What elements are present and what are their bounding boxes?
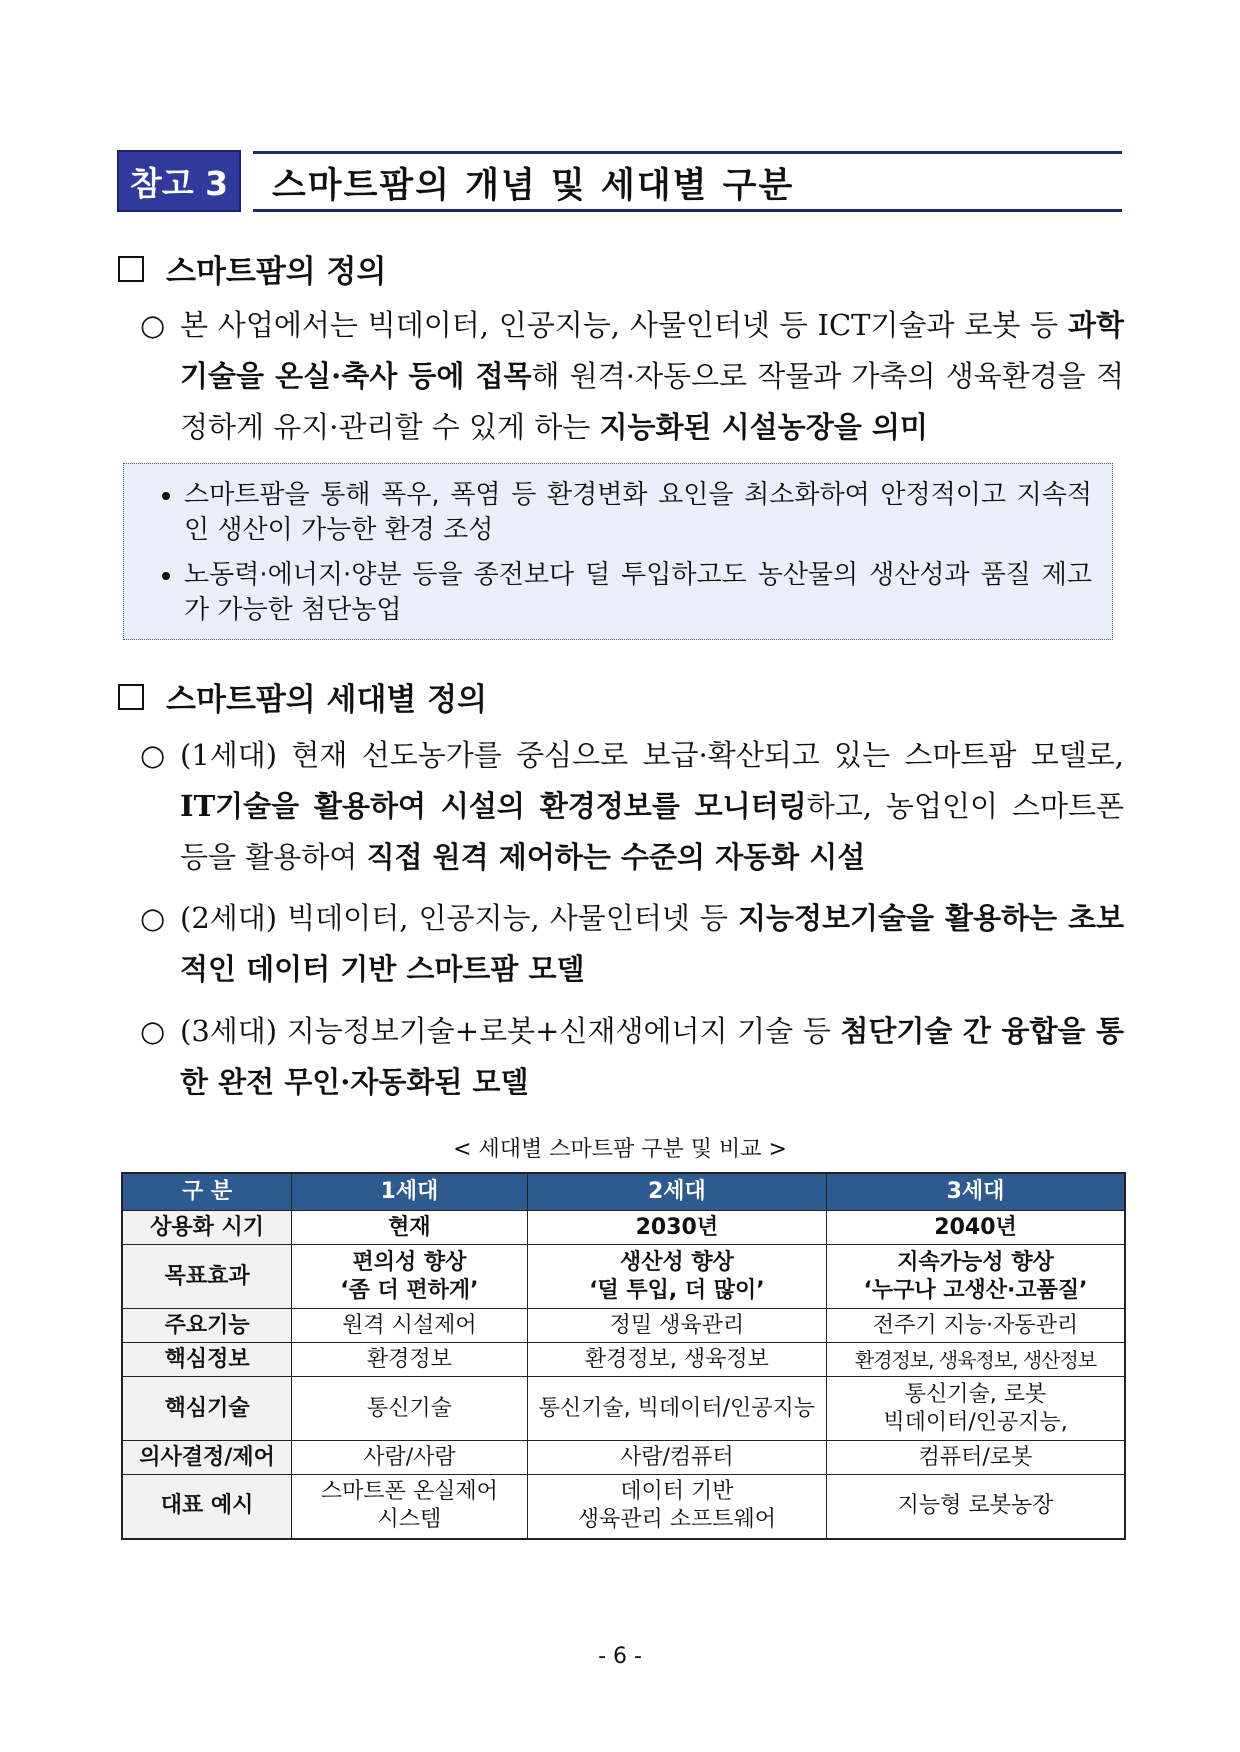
table-header-row: [122, 1173, 1125, 1211]
table-row: 상용화 시기 현재 2030년 2040년: [122, 1211, 1125, 1245]
note-item: • 스마트팜을 통해 폭우, 폭염 등 환경변화 요인을 최소화하여 안정적이고 지속적인 생산이 가능한 환경 조성: [184, 478, 1092, 548]
column-header: 구 분: [122, 1173, 292, 1211]
reference-badge: 참고 3: [117, 150, 241, 212]
section-heading-text: 스마트팜의 세대별 정의: [166, 682, 488, 718]
generation-2-paragraph: ○ (2세대) 빅데이터, 인공지능, 사물인터넷 등 지능정보기술을 활용하는 초보적인 데이터 기반 스마트팜 모델: [140, 893, 1124, 995]
circle-bullet-icon: ○: [140, 1014, 166, 1048]
circle-bullet-icon: ○: [140, 308, 166, 342]
generation-1-paragraph: ○ (1세대) 현재 선도농가를 중심으로 보급·확산되고 있는 스마트팜 모델로, IT기술을 활용하여 시설의 환경정보를 모니터링하고, 농업인이 스마트폰 등을 활용하여 직접 원격 제어하는 수준의 자동화 시설: [140, 730, 1124, 883]
table-caption: < 세대별 스마트팜 구분 및 비교 >: [453, 1137, 787, 1162]
table-row: 의사결정/제어 사람/사람 사람/컴퓨터 컴퓨터/로봇: [122, 1441, 1125, 1475]
section-heading-definition: [118, 246, 386, 291]
note-item: • 노동력·에너지·양분 등을 종전보다 덜 투입하고도 농산물의 생산성과 품질 제고가 가능한 첨단농업: [184, 558, 1092, 628]
section-heading-text: 스마트팜의 정의: [166, 254, 387, 290]
generation-3-paragraph: ○ (3세대) 지능정보기술+로봇+신재생에너지 기술 등 첨단기술 간 융합을 통한 완전 무인·자동화된 모델: [140, 1006, 1124, 1108]
column-header: 2세대: [527, 1173, 826, 1211]
page-title: 스마트팜의 개념 및 세대별 구분: [272, 166, 795, 206]
section-heading-generations: [118, 674, 487, 719]
circle-bullet-icon: ○: [140, 901, 166, 935]
definition-paragraph: ○ 본 사업에서는 빅데이터, 인공지능, 사물인터넷 등 ICT기술과 로봇 등 과학기술을 온실·축사 등에 접목해 원격·자동으로 작물과 가축의 생육환경을 적정하게 유지·관리할 수 있게 하는 지능화된 시설농장을 의미: [140, 300, 1124, 453]
page-number: - 6 -: [598, 1644, 642, 1669]
title-bottom-rule: [253, 209, 1122, 212]
column-header: 1세대: [292, 1173, 527, 1211]
checkbox-square-icon: [118, 256, 144, 282]
table-row: 주요기능 원격 시설제어 정밀 생육관리 전주기 지능·자동관리: [122, 1309, 1125, 1343]
circle-bullet-icon: ○: [140, 738, 166, 772]
title-top-rule: [253, 151, 1122, 154]
table-row: 목표효과 편의성 향상 ‘좀 더 편하게’ 생산성 향상 ‘덜 투입, 더 많이’ 지속가능성 향상 ‘누구나 고생산·고품질’: [122, 1245, 1125, 1309]
generation-comparison-table: [121, 1172, 1126, 1540]
checkbox-square-icon: [118, 684, 144, 710]
table-row: 핵심정보 환경정보 환경정보, 생육정보 환경정보, 생육정보, 생산정보: [122, 1343, 1125, 1377]
table-row: 핵심기술 통신기술 통신기술, 빅데이터/인공지능 통신기술, 로봇 빅데이터/인공지능,: [122, 1377, 1125, 1441]
note-box: [123, 463, 1113, 640]
column-header: 3세대: [827, 1173, 1125, 1211]
table-row: 대표 예시 스마트폰 온실제어 시스템 데이터 기반 생육관리 소프트웨어 지능형 로봇농장: [122, 1475, 1125, 1539]
